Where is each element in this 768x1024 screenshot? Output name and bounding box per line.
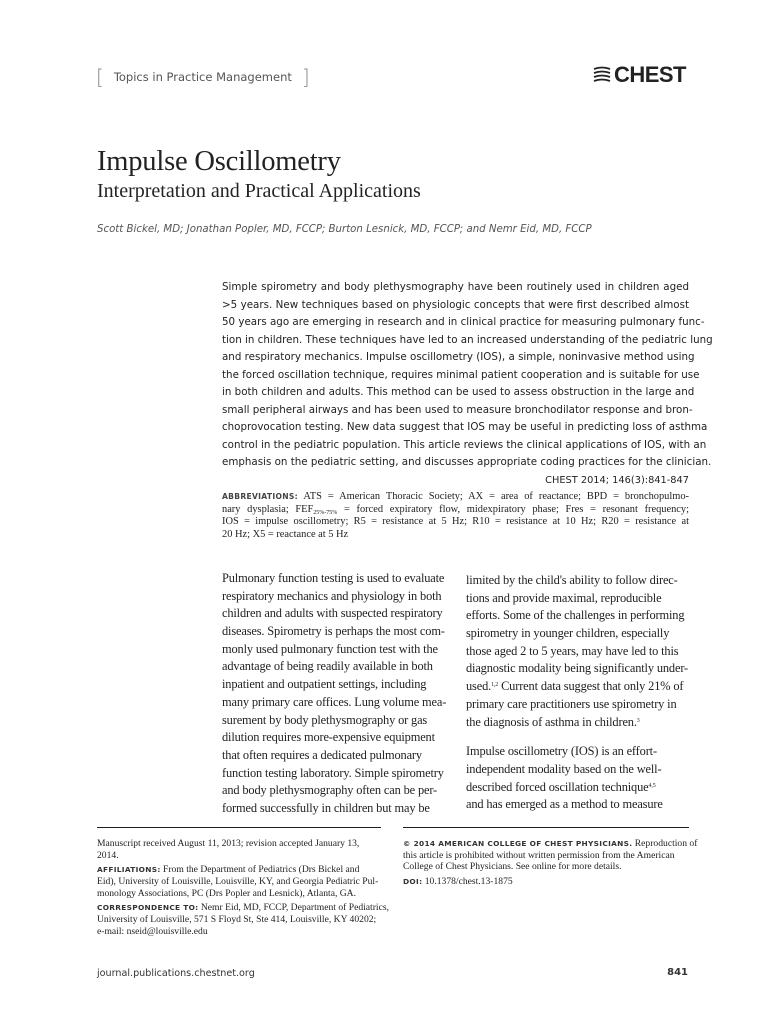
correspondence-note (97, 902, 389, 937)
footnotes-left (97, 838, 389, 941)
note-line: College of Chest Physicians. See online for more details. (403, 861, 622, 873)
right-bracket-glyph: ] (301, 65, 310, 89)
journal-url: journal.publications.chestnet.org (97, 968, 255, 979)
body-line: surement by body plethysmography or gas (222, 712, 428, 727)
manuscript-note (97, 838, 381, 861)
body-line: function testing laboratory. Simple spirometry (222, 765, 444, 780)
article-subtitle: Interpretation and Practical Applications (97, 180, 421, 202)
note-line: Eid), University of Louisville, Louisville, KY, and Georgia Pediatric Pul- (97, 876, 379, 888)
section-label (96, 66, 310, 88)
body-line: formed successfully in children but may be (222, 800, 430, 815)
body-line: children and adults with suspected respiratory (222, 606, 443, 621)
body-text: the diagnosis of asthma in children. (466, 714, 637, 729)
body-line: those aged 2 to 5 years, may have led to this (466, 643, 679, 658)
reference-superscript: 4,5 (648, 782, 656, 789)
body-line (466, 678, 688, 696)
copyright-label: © 2014 AMERICAN COLLEGE OF CHEST PHYSICIANS. (403, 839, 633, 848)
journal-logo (592, 62, 686, 88)
subscript: 25%-75% (313, 509, 338, 516)
abbreviations-line (222, 504, 689, 517)
note-line (403, 838, 698, 850)
body-line: independent modality based on the well- (466, 761, 662, 776)
footnote-divider (403, 827, 689, 828)
note-line: Manuscript received August 11, 2013; revision accepted January 13, (97, 838, 360, 849)
article-title: Impulse Oscillometry (97, 146, 341, 177)
affiliations-label: AFFILIATIONS: (97, 865, 161, 875)
copyright-note (403, 838, 698, 873)
note-line (97, 864, 381, 876)
body-line (466, 714, 688, 732)
abstract-line: 50 years ago are emerging in research and in clinical practice for measuring pulmonary func- (222, 316, 705, 328)
body-line: diseases. Spirometry is perhaps the most com- (222, 624, 445, 639)
body-line: limited by the child's ability to follow direc- (466, 573, 678, 587)
footnote-divider (97, 827, 381, 828)
abbreviations-line (222, 491, 689, 504)
abstract-line: small peripheral airways and has been used to measure bronchodilator response and bron- (222, 403, 693, 416)
note-line (403, 876, 689, 888)
doi-label: DOI: (403, 877, 423, 887)
section-label-text: Topics in Practice Management (113, 70, 292, 84)
abbreviations (222, 491, 689, 541)
abstract-line: control in the pediatric population. This article reviews the clinical applications of IOS, with an (222, 438, 707, 451)
body-line: diagnostic modality being significantly under- (466, 661, 689, 676)
body-text: Current data suggest that only 21% of (498, 679, 684, 694)
abbreviations-line: 20 Hz; X5 = reactance at 5 Hz (222, 528, 349, 540)
abbreviations-text: = forced expiratory flow, midexpiratory phase; Fres = resonant frequency; (337, 503, 689, 515)
body-line: efforts. Some of the challenges in performing (466, 608, 685, 623)
abstract-line: the forced oscillation technique, requires minimal patient cooperation and is suitable for use (222, 368, 700, 381)
reference-superscript: 1,2 (491, 682, 499, 689)
doi-value: 10.1378/chest.13-1875 (422, 876, 513, 888)
body-line: respiratory mechanics and physiology in both (222, 588, 442, 603)
body-line: Impulse oscillometry (IOS) is an effort- (466, 744, 657, 759)
body-line: spirometry in younger children, especially (466, 626, 670, 641)
body-line: Pulmonary function testing is used to evaluate (222, 571, 445, 585)
note-text: From the Department of Pediatrics (Drs Bickel and (160, 864, 360, 876)
abstract-line: tion in children. These techniques have led to an increased understanding of the pediatric lung (222, 333, 713, 346)
body-line: primary care practitioners use spirometry in (466, 696, 677, 711)
left-bracket-glyph: [ (96, 65, 104, 89)
body-line (466, 779, 688, 797)
chest-logo-icon (592, 66, 612, 84)
footnotes-right (403, 838, 698, 891)
body-column-right (466, 572, 688, 814)
citation: CHEST 2014; 146(3):841-847 (545, 474, 689, 486)
body-line: inpatient and outpatient settings, including (222, 677, 427, 692)
abstract-line: emphasis on the pediatric setting, and discusses appropriate coding practices for the clinician. (222, 456, 712, 468)
abstract (222, 279, 713, 489)
abbreviations-text: nary dysplasia; FEF (222, 503, 314, 515)
abbreviations-label: ABBREVIATIONS: (222, 492, 298, 501)
reference-superscript: 3 (636, 717, 640, 724)
body-line: tions and provide maximal, reproducible (466, 590, 662, 605)
body-line: advantage of being readily available in both (222, 659, 433, 674)
note-line: 2014. (97, 849, 119, 861)
abbreviations-text: ATS = American Thoracic Society; AX = area of reactance; BPD = bronchopulmo- (303, 491, 690, 502)
abstract-line: choprovocation testing. New data suggest that IOS may be useful in predicting loss of asthma (222, 421, 708, 433)
abstract-line: >5 years. New techniques based on physiologic concepts that were first described almost (222, 298, 689, 311)
body-text: described forced oscillation technique (466, 779, 649, 794)
note-text: Nemr Eid, MD, FCCP, Department of Pediatrics, (198, 902, 389, 914)
body-column-left (222, 570, 447, 818)
body-line: and has emerged as a method to measure (466, 797, 663, 812)
body-line: that often requires a dedicated pulmonary (222, 747, 422, 762)
note-line: this article is prohibited without written permission from the American (403, 849, 675, 861)
abstract-line: and respiratory mechanics. Impulse oscillometry (IOS), a simple, noninvasive method using (222, 351, 695, 363)
note-line (97, 902, 389, 914)
affiliations-note (97, 864, 381, 899)
abbreviations-line: IOS = impulse oscillometry; R5 = resistance at 5 Hz; R10 = resistance at 10 Hz; R20 = resistance at (222, 516, 689, 528)
page-number: 841 (667, 967, 688, 978)
correspondence-label: CORRESPONDENCE TO: (97, 903, 199, 913)
logo-text: CHEST (613, 62, 686, 87)
note-text: Reproduction of (632, 838, 698, 849)
note-line: monology Associations, PC (Drs Popler and Lesnick), Atlanta, GA. (97, 887, 357, 899)
author-list: Scott Bickel, MD; Jonathan Popler, MD, FCCP; Burton Lesnick, MD, FCCP; and Nemr Eid, MD, FCCP (97, 224, 592, 235)
body-line: dilution requires more-expensive equipment (222, 730, 435, 745)
doi-note (403, 876, 689, 888)
body-line: many primary care offices. Lung volume mea- (222, 694, 447, 709)
note-line: University of Louisville, 571 S Floyd St, Ste 414, Louisville, KY 40202; (97, 914, 377, 926)
body-line: monly used pulmonary function test with the (222, 641, 438, 656)
body-text: used. (466, 679, 492, 694)
email-address: e-mail: nseid@louisville.edu (97, 925, 208, 937)
abstract-line: in both children and adults. This method can be used to assess obstruction in the large and (222, 386, 695, 398)
abstract-line: Simple spirometry and body plethysmography have been routinely used in children aged (222, 281, 689, 293)
body-line: and body plethysmography often can be per- (222, 783, 438, 798)
